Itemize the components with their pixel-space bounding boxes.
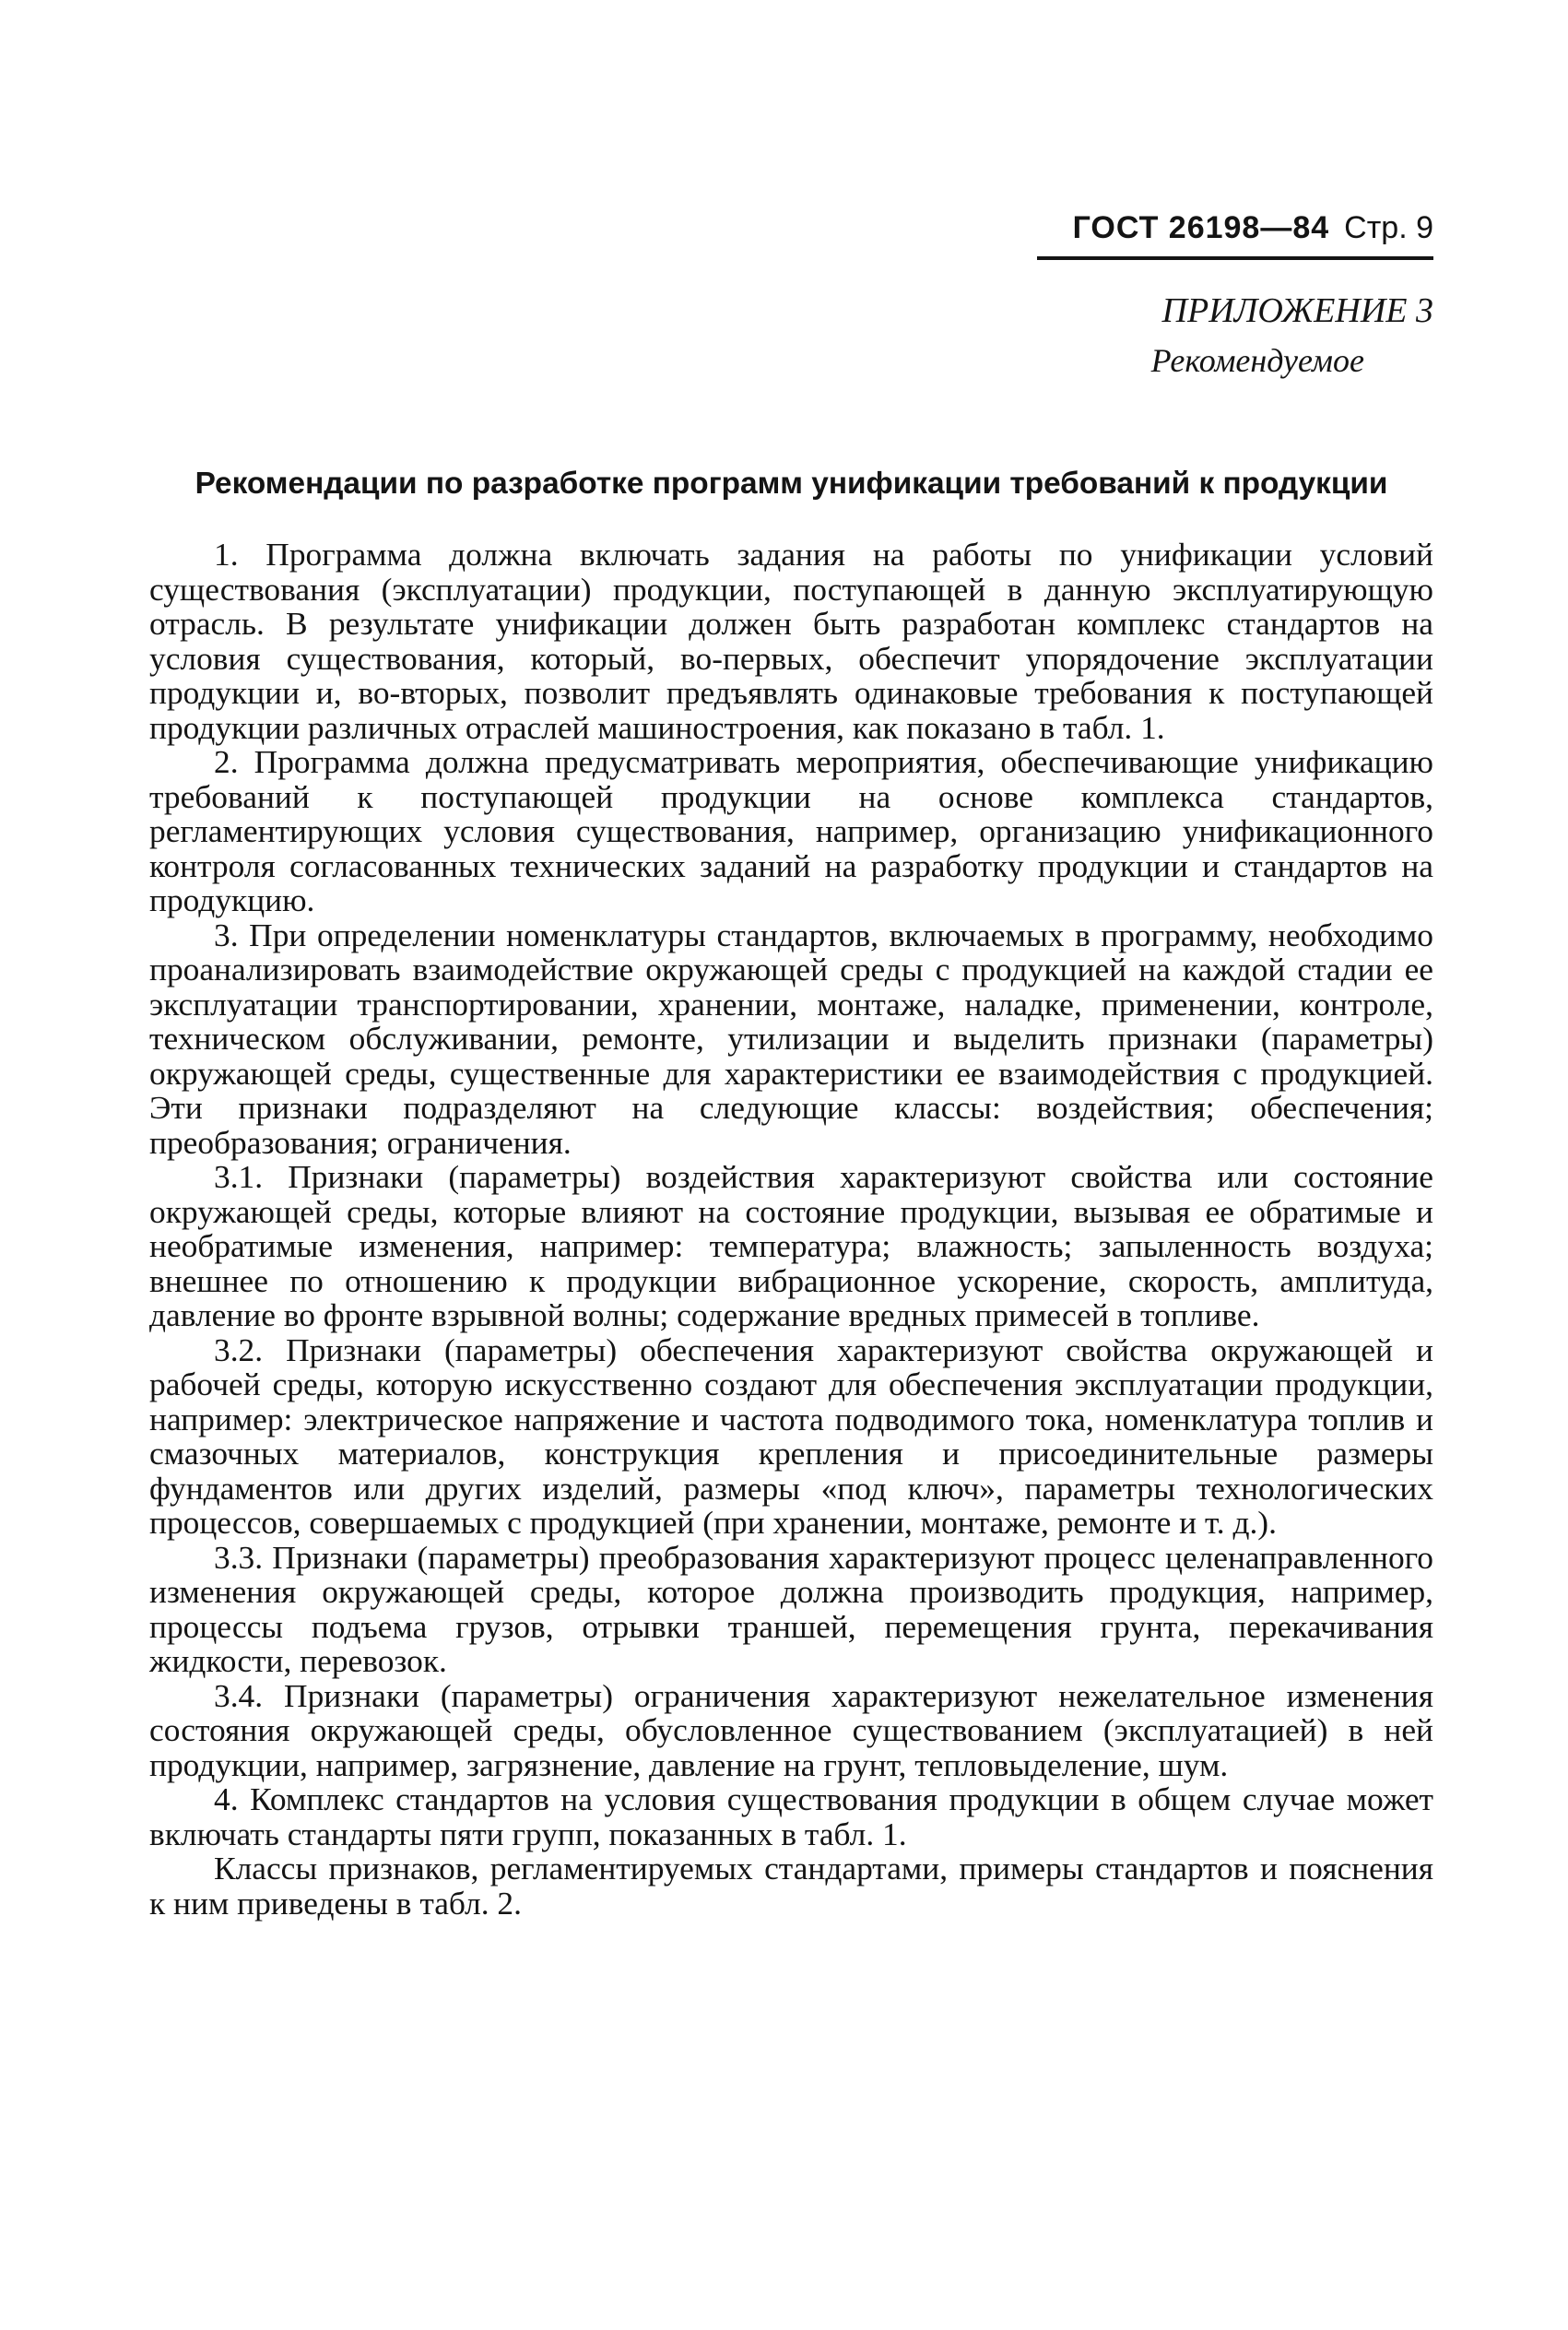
appendix-block — [1088, 286, 1433, 385]
paragraph-5: Классы признаков, регламентируемых стандартами, примеры стандартов и пояснения к ним приведены в табл. 2. — [149, 1850, 1433, 1922]
appendix-label: ПРИЛОЖЕНИЕ 3 — [1161, 291, 1433, 330]
paragraph-4: 4. Комплекс стандартов на условия существования продукции в общем случае может включать стандарты пяти групп, показанных в табл. 1. — [149, 1780, 1433, 1852]
standard-number: ГОСТ 26198—84 — [1072, 210, 1330, 245]
header-rule — [1037, 256, 1433, 260]
page-header — [1037, 210, 1433, 246]
body-text — [149, 538, 1433, 1921]
paragraph-3-4: 3.4. Признаки (параметры) ограничения характеризуют нежелательное изменения состояния окружающей среды, обусловленное существованием (эксплуатацией) в ней продукции, например, загрязнение, давление на грунт, тепловыделение, шум. — [149, 1676, 1433, 1783]
appendix-status: Рекомендуемое — [1150, 342, 1364, 379]
paragraph-1: 1. Программа должна включать задания на работы по унификации условий существования (эксплуатации) продукции, поступающей в данную эксплуатирующую отрасль. В результате унификации должен быть разработан комплекс стандартов на условия существования, который, во-первых, обеспечит упорядочение эксплуатации продукции и, во-вторых, позволит предъявлять одинаковые требования к поступающей продукции различных отраслей машиностроения, как показано в табл. 1. — [149, 536, 1433, 746]
paragraph-3-1: 3.1. Признаки (параметры) воздействия характеризуют свойства или состояние окружающей среды, которые влияют на состояние продукции, вызывая ее обратимые и необратимые изменения, например: температура; влажность; запыленность воздуха; внешнее по отношению к продукции вибрационное ускорение, скорость, амплитуда, давление во фронте взрывной волны; содержание вредных примесей в топливе. — [149, 1158, 1433, 1333]
paragraph-3-3: 3.3. Признаки (параметры) преобразования характеризуют процесс целенаправленного изменения окружающей среды, которое должна производить продукция, например, процессы подъема грузов, отрывки траншей, перемещения грунта, перекачивания жидкости, перевозок. — [149, 1538, 1433, 1679]
page-number: Стр. 9 — [1344, 210, 1433, 245]
paragraph-2: 2. Программа должна предусматривать мероприятия, обеспечивающие унификацию требований к поступающей продукции на основе комплекса стандартов, регламентирующих условия существования, например, организацию унификационного контроля согласованных технических заданий на разработку продукции и стандартов на продукцию. — [149, 743, 1433, 918]
paragraph-3: 3. При определении номенклатуры стандартов, включаемых в программу, необходимо проанализировать взаимодействие окружающей среды с продукцией на каждой стадии ее эксплуатации транспортировании, хранении, монтаже, наладке, применении, контроле, техническом обслуживании, ремонте, утилизации и выделить признаки (параметры) окружающей среды, существенные для характеристики ее взаимодействия с продукцией. Эти признаки подразделяют на следующие классы: воздействия; обеспечения; преобразования; ограничения. — [149, 916, 1433, 1161]
paragraph-3-2: 3.2. Признаки (параметры) обеспечения характеризуют свойства окружающей и рабочей среды, которую искусственно создают для обеспечения эксплуатации продукции, например: электрическое напряжение и частота подводимого тока, номенклатура топлив и смазочных материалов, конструкция крепления и присоединительные размеры фундаментов или других изделий, размеры «под ключ», параметры технологических процессов, совершаемых с продукцией (при хранении, монтаже, ремонте и т. д.). — [149, 1331, 1433, 1541]
section-title: Рекомендации по разработке программ унификации требований к продукции — [195, 467, 1388, 501]
